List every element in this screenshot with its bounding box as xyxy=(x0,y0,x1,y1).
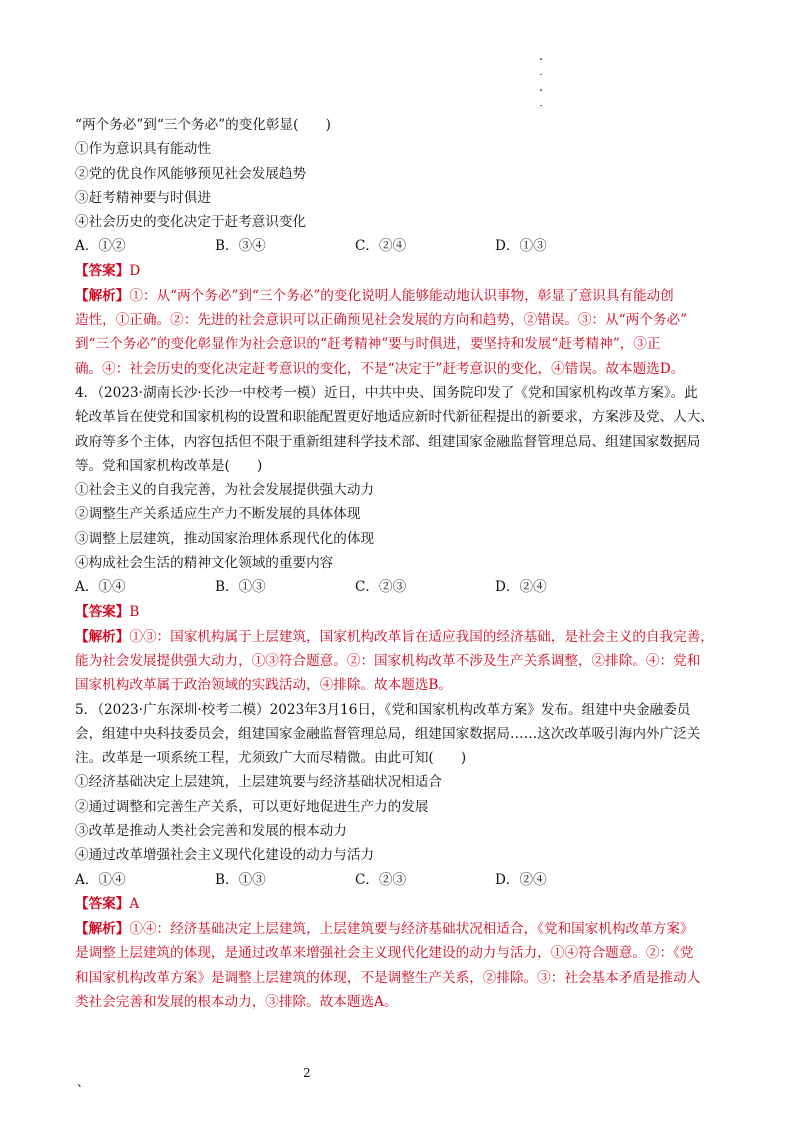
statement-item: ④通过改革增强社会主义现代化建设的动力与活力 xyxy=(75,847,375,864)
answer-options xyxy=(75,575,735,599)
statement-item: ①作为意识具有能动性 xyxy=(75,141,211,158)
statement-item: ④构成社会生活的精神文化领域的重要内容 xyxy=(75,555,334,572)
answer-options xyxy=(75,234,735,258)
option-d: D．①③ xyxy=(495,238,547,255)
footer-mark: 、 xyxy=(77,1075,90,1089)
analysis-line: 到“三个务必”的变化彰显作为社会意识的“赶考精神”要与时俱进，要坚持和发展“赶考精神”，③正 xyxy=(75,336,661,353)
option-b: B．③④ xyxy=(215,238,266,255)
analysis-label: 【解析】 xyxy=(75,628,130,645)
option-a: A．①④ xyxy=(75,871,126,888)
analysis-label: 【解析】 xyxy=(75,287,130,304)
statement-item: ③改革是推动人类社会完善和发展的根本动力 xyxy=(75,823,347,840)
question-stem: 4．（2023·湖南长沙·长沙一中校考一模）近日，中共中央、国务院印发了《党和国家机构改革方案》。此 xyxy=(75,384,698,401)
question-stem: 5．（2023·广东深圳·校考二模）2023年3月16日，《党和国家机构改革方案》发布。组建中央金融委员 xyxy=(75,701,691,718)
statement-item: ③调整上层建筑，推动国家治理体系现代化的体现 xyxy=(75,530,375,547)
analysis xyxy=(75,625,735,698)
page-content xyxy=(75,113,735,1014)
statement-item: ④社会历史的变化决定于赶考意识变化 xyxy=(75,214,307,231)
analysis-line: 和国家机构改革方案》是调整上层建筑的体现，不是调整生产关系，②排除。③：社会基本矛盾是推动人 xyxy=(75,969,701,986)
analysis xyxy=(75,917,735,1014)
question-4 xyxy=(75,381,735,698)
analysis-line: ①④：经济基础决定上层建筑，上层建筑要与经济基础状况相适合，《党和国家机构改革方案》 xyxy=(129,920,694,937)
analysis-line: 能为社会发展提供强大动力，①③符合题意。②：国家机构改革不涉及生产关系调整，②排除。④：党和 xyxy=(75,652,701,669)
answer-options xyxy=(75,868,735,892)
question-5 xyxy=(75,698,735,1015)
statement-item: ②调整生产关系适应生产力不断发展的具体体现 xyxy=(75,506,361,523)
option-c: C．②③ xyxy=(355,579,407,596)
answer-label: 【答案】 xyxy=(75,895,130,912)
option-b: B．①③ xyxy=(215,579,266,596)
answer-line xyxy=(75,600,735,625)
analysis-line: ①③：国家机构属于上层建筑，国家机构改革旨在适应我国的经济基础，是社会主义的自我完善， xyxy=(129,628,714,645)
question-stem: 轮改革旨在使党和国家机构的设置和职能配置更好地适应新时代新征程提出的新要求，方案涉及党、人大、 xyxy=(75,409,714,426)
question-stem: 会，组建中央科技委员会，组建国家金融监督管理总局，组建国家数据局……这次改革吸引海内外广泛关 xyxy=(75,725,701,742)
question-stem: 等。党和国家机构改革是( ) xyxy=(75,457,263,474)
analysis-line: 造性，①正确。②：先进的社会意识可以正确预见社会发展的方向和趋势，②错误。③：从“两个务必” xyxy=(75,312,688,329)
option-d: D．②④ xyxy=(495,579,547,596)
page-number: 2 xyxy=(303,1066,311,1080)
statement-item: ②党的优良作风能够预见社会发展趋势 xyxy=(75,165,307,182)
option-b: B．①③ xyxy=(215,871,266,888)
answer-line xyxy=(75,259,735,284)
answer-value: D xyxy=(129,262,141,279)
decorative-dots xyxy=(540,58,550,120)
option-d: D．②④ xyxy=(495,871,547,888)
question-stem: “两个务必”到“三个务必”的变化彰显( ) xyxy=(75,117,331,133)
statement-item: ②通过调整和完善生产关系，可以更好地促进生产力的发展 xyxy=(75,798,429,815)
option-c: C．②③ xyxy=(355,871,407,888)
answer-label: 【答案】 xyxy=(75,603,130,620)
statement-item: ①经济基础决定上层建筑，上层建筑要与经济基础状况相适合 xyxy=(75,774,443,791)
answer-value: B xyxy=(129,603,140,620)
analysis xyxy=(75,284,735,381)
question-3 xyxy=(75,113,735,381)
option-a: A．①② xyxy=(75,238,126,255)
question-stem: 注。改革是一项系统工程，尤须致广大而尽精微。由此可知( ) xyxy=(75,750,467,767)
answer-value: A xyxy=(129,895,140,912)
answer-label: 【答案】 xyxy=(75,262,130,279)
question-stem: 政府等多个主体，内容包括但不限于重新组建科学技术部、组建国家金融监督管理总局、组建国家数据局 xyxy=(75,433,701,450)
analysis-line: 类社会完善和发展的根本动力，③排除。故本题选A。 xyxy=(75,993,398,1010)
analysis-line: ①：从“两个务必”到“三个务必”的变化说明人能够能动地认识事物，彰显了意识具有能动创 xyxy=(129,287,674,304)
answer-line xyxy=(75,892,735,917)
analysis-line: 确。④：社会历史的变化决定赶考意识的变化，不是“决定于”赶考意识的变化，④错误。故本题选D。 xyxy=(75,360,685,377)
option-a: A．①④ xyxy=(75,579,126,596)
analysis-line: 是调整上层建筑的体现，是通过改革来增强社会主义现代化建设的动力与活力，①④符合题意。②：《党 xyxy=(75,945,694,962)
statement-item: ①社会主义的自我完善，为社会发展提供强大动力 xyxy=(75,482,375,499)
analysis-line: 国家机构改革属于政治领域的实践活动，④排除。故本题选B。 xyxy=(75,677,453,694)
analysis-label: 【解析】 xyxy=(75,920,130,937)
option-c: C．②④ xyxy=(355,238,407,255)
statement-item: ③赶考精神要与时俱进 xyxy=(75,189,211,206)
